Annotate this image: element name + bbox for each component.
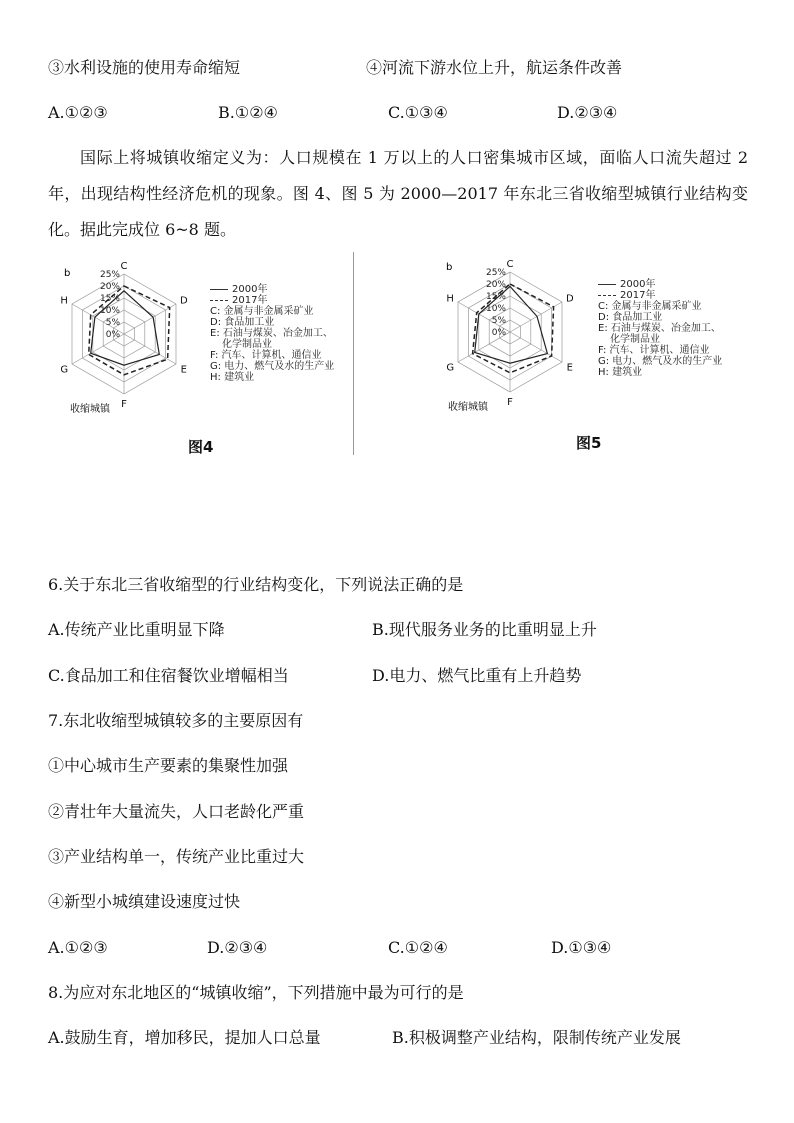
legend: [598, 279, 722, 378]
q7-statement-1: ①中心城市生产要素的集聚性加强: [48, 756, 289, 775]
axis-label: F: [507, 397, 513, 408]
tick-label: 20%: [99, 282, 120, 292]
q7-option-d: D.①③④: [551, 938, 612, 957]
intro-paragraph: [48, 140, 748, 248]
chart-subtitle: 收缩城镇: [70, 404, 110, 415]
option-4-text: ④河流下游水位上升，航运条件改善: [366, 58, 623, 77]
legend-item: H: 建筑业: [598, 367, 643, 378]
q6-option-d: D.电力、燃气比重有上升趋势: [372, 666, 582, 685]
q6-option-a: A.传统产业比重明显下降: [48, 620, 225, 639]
q7-option-b: D.②③④: [207, 938, 268, 957]
tick-label: 5%: [105, 318, 120, 328]
q7-statement-3: ③产业结构单一，传统产业比重过大: [48, 847, 305, 866]
intro-text: 国际上将城镇收缩定义为：人口规模在 1 万以上的人口密集城市区域，面临人口流失超过 2 年，出现结构性经济危机的现象。图 4、图 5 为 2000—2017 年东北三省收缩型城镇行业结构变化。据此完成位 6~8 题。: [48, 148, 748, 239]
tick-label: 5%: [491, 316, 506, 326]
grid-spoke: [510, 332, 562, 362]
axis-label: G: [446, 362, 455, 374]
legend-item: D: 食品加工业: [210, 317, 275, 328]
q7-option-a: A.①②③: [48, 938, 108, 957]
tick-label: 20%: [485, 280, 506, 290]
tick-label: 0%: [105, 330, 120, 340]
corner-label: b: [64, 268, 71, 279]
legend-item: G: 电力、燃气及水的生产业: [210, 361, 335, 372]
answer-a: A.①②③: [48, 103, 108, 122]
legend-item: F: 汽车、计算机、通信业: [598, 345, 710, 356]
corner-label: b: [446, 262, 453, 273]
legend-item: 化学制品业: [610, 334, 660, 345]
axis-label: C: [120, 261, 128, 272]
q7-stem: 7.东北收缩型城镇较多的主要原因有: [48, 711, 304, 730]
radar-plot: [446, 259, 574, 408]
axis-label: F: [121, 399, 127, 410]
q6-option-b: B.现代服务业务的比重明显上升: [372, 620, 597, 639]
tick-label: 10%: [99, 306, 120, 316]
axis-label: H: [60, 295, 68, 307]
axis-label: D: [565, 293, 574, 305]
q7-statement-2: ②青壮年大量流失，人口老龄化严重: [48, 802, 305, 821]
axis-label: C: [506, 259, 514, 270]
q7-option-c: C.①②④: [388, 938, 448, 957]
legend-2017: 2017年: [598, 290, 722, 301]
answer-b: B.①②④: [218, 103, 278, 122]
answer-c: C.①③④: [388, 103, 448, 122]
chart-subtitle: 收缩城镇: [448, 402, 488, 413]
tick-label: 15%: [485, 292, 506, 302]
tick-label: 0%: [491, 328, 506, 338]
tick-label: 25%: [99, 270, 120, 280]
q8-stem: 8.为应对东北地区的“城镇收缩”，下列措施中最为可行的是: [48, 983, 464, 1002]
tick-label: 15%: [99, 294, 120, 304]
figure-5-caption: 图5: [576, 434, 602, 452]
legend-2000: 2000年: [598, 279, 722, 290]
tick-label: 10%: [485, 304, 506, 314]
q6-option-c: C.食品加工和住宿餐饮业增幅相当: [48, 666, 289, 685]
axis-label: H: [446, 293, 454, 305]
axis-label: E: [566, 362, 573, 374]
legend-item: C: 金属与非金属采矿业: [210, 306, 314, 317]
legend-2017: 2017年: [210, 295, 334, 306]
option-3-text: ③水利设施的使用寿命缩短: [48, 58, 241, 77]
figure-4-caption: 图4: [188, 438, 214, 456]
legend-item: E: 石油与煤炭、冶金加工、: [210, 328, 333, 339]
q8-option-a: A.鼓励生育，增加移民，提加人口总量: [48, 1028, 321, 1047]
radar-plot: [60, 261, 188, 410]
legend-item: 化学制品业: [222, 339, 272, 350]
legend-item: C: 金属与非金属采矿业: [598, 301, 702, 312]
legend-item: F: 汽车、计算机、通信业: [210, 350, 322, 361]
q7-statement-4: ④新型小城缜建设速度过快: [48, 892, 241, 911]
figure-5: [426, 252, 746, 452]
legend-item: H: 建筑业: [210, 372, 255, 383]
legend-item: G: 电力、燃气及水的生产业: [598, 356, 723, 367]
legend-item: E: 石油与煤炭、冶金加工、: [598, 323, 721, 334]
tick-label: 25%: [485, 268, 506, 278]
axis-label: D: [179, 295, 188, 307]
legend-2000: 2000年: [210, 284, 334, 295]
axis-label: E: [180, 364, 187, 376]
answer-d: D.②③④: [557, 103, 618, 122]
q8-option-b: B.积极调整产业结构，限制传统产业发展: [392, 1028, 681, 1047]
q6-stem: 6.关于东北三省收缩型的行业结构变化，下列说法正确的是: [48, 575, 464, 594]
legend-item: D: 食品加工业: [598, 312, 663, 323]
figure-4: [48, 252, 354, 455]
legend: [210, 284, 334, 383]
axis-label: G: [60, 364, 69, 376]
